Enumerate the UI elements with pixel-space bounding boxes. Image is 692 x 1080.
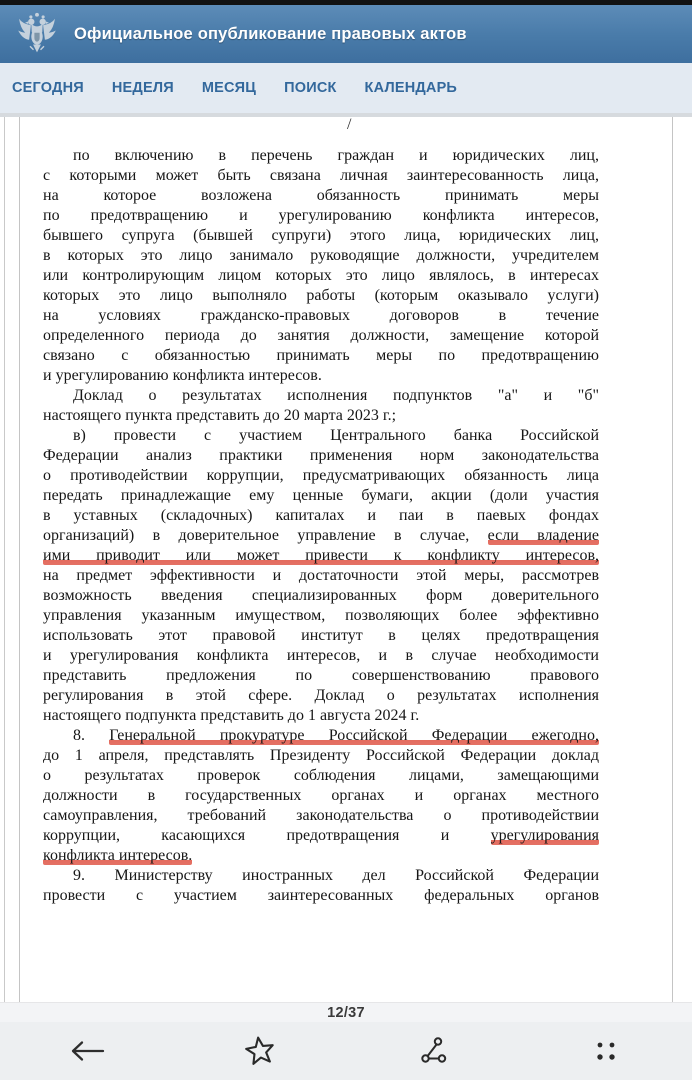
star-icon <box>243 1034 277 1068</box>
document-text-segment: с которыми может быть связана личная заинтересованность лица, <box>43 167 599 184</box>
document-line <box>43 766 599 786</box>
bottom-toolbar <box>0 1022 692 1080</box>
document-text-segment: о результатах проверок соблюдения лицами, замещающими <box>43 767 599 784</box>
document-text-segment: Доклад о результатах исполнения подпунктов "а" и "б" <box>73 387 599 404</box>
document-line <box>43 626 599 646</box>
document-line <box>43 706 599 726</box>
back-arrow-icon <box>69 1038 105 1064</box>
document-line <box>43 426 599 446</box>
document-line <box>43 726 599 746</box>
document-text-segment: о противодействии коррупции, предусматривающих обязанность лица <box>43 467 599 484</box>
nav-item-search[interactable]: ПОИСК <box>284 80 337 96</box>
document-line <box>43 546 599 566</box>
document-text-segment: определенного периода до занятия должности, замещение которой <box>43 327 599 344</box>
document-text-segment: в уставных (складочных) капиталах и паи в паевых фондах <box>43 507 599 524</box>
document-line <box>43 506 599 526</box>
nav-item-today[interactable]: СЕГОДНЯ <box>12 80 84 96</box>
document-line <box>43 226 599 246</box>
page-title: Официальное опубликование правовых актов <box>74 24 467 43</box>
document-text-segment: 9. Министерству иностранных дел Российской Федерации <box>73 867 599 884</box>
menu-button[interactable] <box>519 1022 692 1080</box>
document-text-segment: представить предложения по совершенствованию правового <box>43 667 599 684</box>
document-line <box>43 186 599 206</box>
red-underlined-text: если владение <box>487 527 600 544</box>
document-line <box>43 586 599 606</box>
document-viewer[interactable] <box>0 117 692 1002</box>
document-line <box>43 826 599 846</box>
page-edge-line <box>4 117 5 1002</box>
grid-dots-icon <box>593 1038 619 1064</box>
document-line <box>43 406 599 426</box>
document-line <box>43 866 599 886</box>
document-text-segment: на условиях гражданско-правовых договоров в течение <box>43 307 599 324</box>
document-line <box>43 446 599 466</box>
share-route-icon <box>418 1037 448 1065</box>
page-indicator: 12/37 <box>327 1004 365 1021</box>
document-line <box>43 326 599 346</box>
back-button[interactable] <box>0 1022 173 1080</box>
nav-item-month[interactable]: МЕСЯЦ <box>201 80 257 96</box>
document-text-segment: по предотвращению и урегулированию конфликта интересов, <box>43 207 599 224</box>
document-text-segment: 8. <box>73 727 110 744</box>
document-text-segment: в) провести с участием Центрального банка Российской <box>73 427 599 444</box>
document-text-segment: на которое возложена обязанность принимать меры <box>43 187 599 204</box>
document-text-segment: или контролирующим лицом которых это лицо являлось, в интересах <box>43 267 599 284</box>
document-line <box>43 146 599 166</box>
red-underlined-text: конфликта интересов. <box>43 847 193 864</box>
favorite-button[interactable] <box>173 1022 346 1080</box>
document-text-segment: управления указанным имуществом, позволяющих более эффективно <box>43 607 599 624</box>
document-text <box>43 146 599 906</box>
document-text-segment: коррупции, касающихся предотвращения и <box>43 827 491 844</box>
document-line <box>43 526 599 546</box>
document-text-segment: и урегулированию конфликта интересов. <box>43 367 322 384</box>
document-text-segment: бывшего супруга (бывшей супруги) этого лица, юридических лиц, <box>43 227 599 244</box>
document-line <box>43 606 599 626</box>
document-text-segment: Федерации анализ практики применения норм законодательства <box>43 447 599 464</box>
document-text-segment: по включению в перечень граждан и юридических лиц, <box>73 147 599 164</box>
document-text-segment: регулирования в этой сфере. Доклад о результатах исполнения <box>43 687 599 704</box>
document-line <box>43 266 599 286</box>
document-line <box>43 846 599 866</box>
red-underlined-text: Генеральной прокуратуре Российской Федерации ежегодно, <box>109 727 599 744</box>
document-line <box>43 646 599 666</box>
document-line <box>43 886 599 906</box>
document-text-segment: использовать этот правовой институт в целях предотвращения <box>43 627 599 644</box>
app-header <box>0 5 692 63</box>
document-line <box>43 286 599 306</box>
document-line <box>43 686 599 706</box>
document-text-segment: должности в государственных органах и органах местного <box>43 787 599 804</box>
red-underlined-text: урегулирования <box>490 827 599 844</box>
document-line <box>43 206 599 226</box>
red-underlined-text: ими приводит или может привести к конфликту интересов, <box>43 547 599 564</box>
document-line <box>43 306 599 326</box>
document-text-segment: связано с обязанностью принимать меры по предотвращению <box>43 347 599 364</box>
document-line <box>43 466 599 486</box>
document-text-segment: в которых это лицо занимало руководящие должности, учредителем <box>43 247 599 264</box>
document-text-segment: передать принадлежащие ему ценные бумаги, акции (доли участия <box>43 487 599 504</box>
share-button[interactable] <box>346 1022 519 1080</box>
document-line <box>43 566 599 586</box>
document-line <box>43 786 599 806</box>
document-text-segment: самоуправления, требований законодательства о противодействии <box>43 807 599 824</box>
document-text-segment: которых это лицо выполняло работы (которым оказывало услуги) <box>43 287 599 304</box>
document-line <box>43 166 599 186</box>
document-text-segment: организаций) в доверительное управление в случае, <box>43 527 488 544</box>
document-text-segment: возможность введения специализированных форм доверительного <box>43 587 599 604</box>
document-line <box>43 386 599 406</box>
page-indicator-strip <box>0 1002 692 1022</box>
document-text-segment: до 1 апреля, представлять Президенту Российской Федерации доклад <box>43 747 599 764</box>
document-line <box>43 486 599 506</box>
document-text-segment: настоящего пункта представить до 20 марта 2023 г.; <box>43 407 397 424</box>
document-line <box>43 246 599 266</box>
document-line <box>43 806 599 826</box>
page-top-mark: / <box>347 117 352 133</box>
nav-item-calendar[interactable]: КАЛЕНДАРЬ <box>364 80 458 96</box>
document-line <box>43 366 599 386</box>
nav-bar <box>0 63 692 117</box>
document-line <box>43 666 599 686</box>
document-text-segment: настоящего подпункта представить до 1 августа 2024 г. <box>43 707 420 724</box>
russian-coat-of-arms-icon <box>16 10 58 58</box>
nav-item-week[interactable]: НЕДЕЛЯ <box>111 80 174 96</box>
document-text-segment: провести с участием заинтересованных федеральных органов <box>43 887 599 904</box>
document-text-segment: и урегулирования конфликта интересов, и в случае необходимости <box>43 647 599 664</box>
document-text-segment: на предмет эффективности и достаточности этой меры, рассмотрев <box>43 567 599 584</box>
document-line <box>43 746 599 766</box>
document-line <box>43 346 599 366</box>
